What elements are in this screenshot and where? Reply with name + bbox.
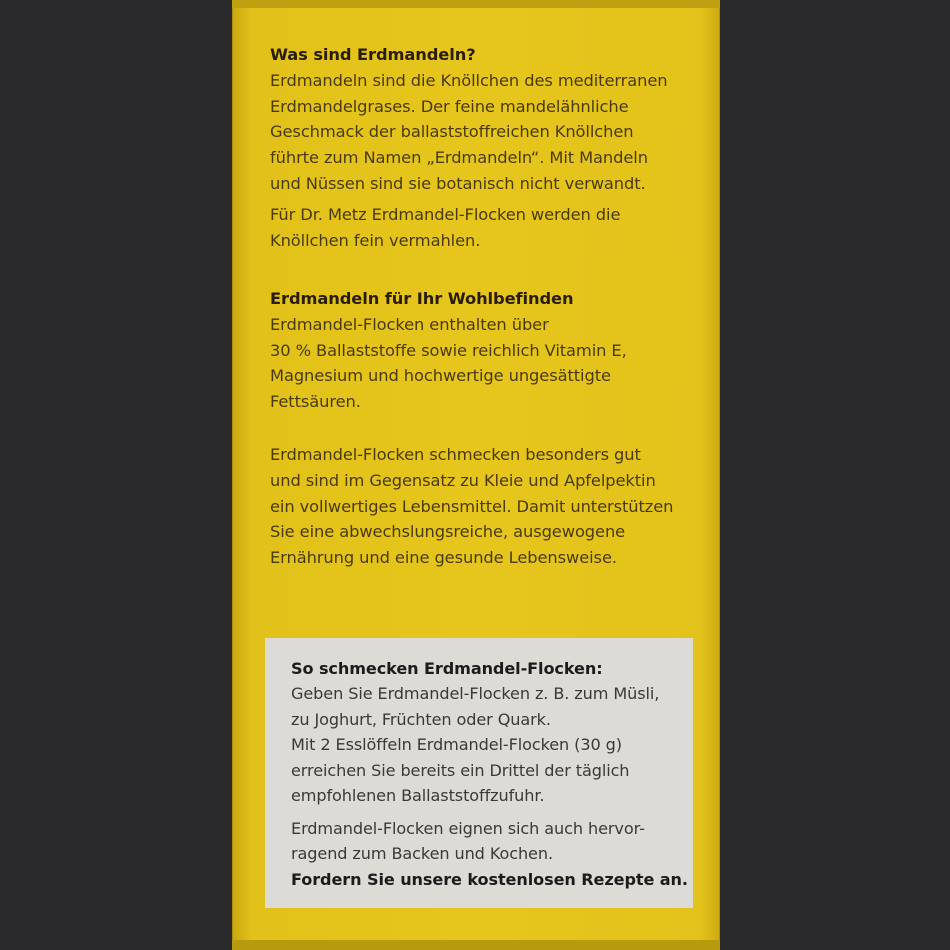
body-line: Erdmandelgrases. Der feine mandelähnliche bbox=[270, 96, 629, 116]
section-wellbeing bbox=[270, 286, 710, 415]
card-heading: So schmecken Erdmandel-Flocken: bbox=[291, 659, 603, 678]
card-line: empfohlenen Ballaststoffzufuhr. bbox=[291, 786, 545, 806]
card-line: zu Joghurt, Früchten oder Quark. bbox=[291, 709, 551, 729]
body-line: führte zum Namen „Erdmandeln“. Mit Mandeln bbox=[270, 148, 648, 168]
body-line: ein vollwertiges Lebensmittel. Damit unterstützen bbox=[270, 496, 674, 516]
body-line: Knöllchen fein vermahlen. bbox=[270, 230, 481, 250]
serving-suggestion-card bbox=[265, 638, 693, 908]
body-line: Ernährung und eine gesunde Lebensweise. bbox=[270, 548, 617, 568]
body-line: und Nüssen sind sie botanisch nicht verwandt. bbox=[270, 173, 646, 193]
body-line: Für Dr. Metz Erdmandel-Flocken werden die bbox=[270, 205, 621, 224]
package-bottom-edge bbox=[232, 940, 720, 950]
card-line: Geben Sie Erdmandel-Flocken z. B. zum Müsli, bbox=[291, 684, 660, 704]
card-serving-text bbox=[291, 656, 691, 808]
card-line: ragend zum Backen und Kochen. bbox=[291, 844, 553, 864]
body-line: Geschmack der ballaststoffreichen Knöllchen bbox=[270, 122, 634, 142]
section-what-are-tiger-nuts bbox=[270, 42, 710, 197]
card-call-to-action: Fordern Sie unsere kostenlosen Rezepte an. bbox=[291, 869, 688, 889]
body-line: Fettsäuren. bbox=[270, 392, 361, 412]
card-line: Mit 2 Esslöffeln Erdmandel-Flocken (30 g) bbox=[291, 735, 622, 755]
card-line: Erdmandel-Flocken eignen sich auch hervor- bbox=[291, 819, 645, 838]
card-baking-text bbox=[291, 816, 691, 892]
card-line: erreichen Sie bereits ein Drittel der täglich bbox=[291, 760, 630, 780]
body-line: Erdmandel-Flocken enthalten über bbox=[270, 314, 549, 334]
body-line: Erdmandeln sind die Knöllchen des mediterranen bbox=[270, 70, 668, 90]
body-line: Magnesium und hochwertige ungesättigte bbox=[270, 366, 611, 386]
section-heading: Was sind Erdmandeln? bbox=[270, 45, 476, 64]
body-line: 30 % Ballaststoffe sowie reichlich Vitamin E, bbox=[270, 340, 627, 360]
section-heading: Erdmandeln für Ihr Wohlbefinden bbox=[270, 289, 574, 308]
body-line: Erdmandel-Flocken schmecken besonders gut bbox=[270, 445, 641, 464]
section-dr-metz-note bbox=[270, 202, 710, 254]
body-line: und sind im Gegensatz zu Kleie und Apfelpektin bbox=[270, 470, 656, 490]
package-top-edge bbox=[232, 0, 720, 8]
section-taste-benefits bbox=[270, 442, 710, 571]
body-line: Sie eine abwechslungsreiche, ausgewogene bbox=[270, 522, 626, 542]
